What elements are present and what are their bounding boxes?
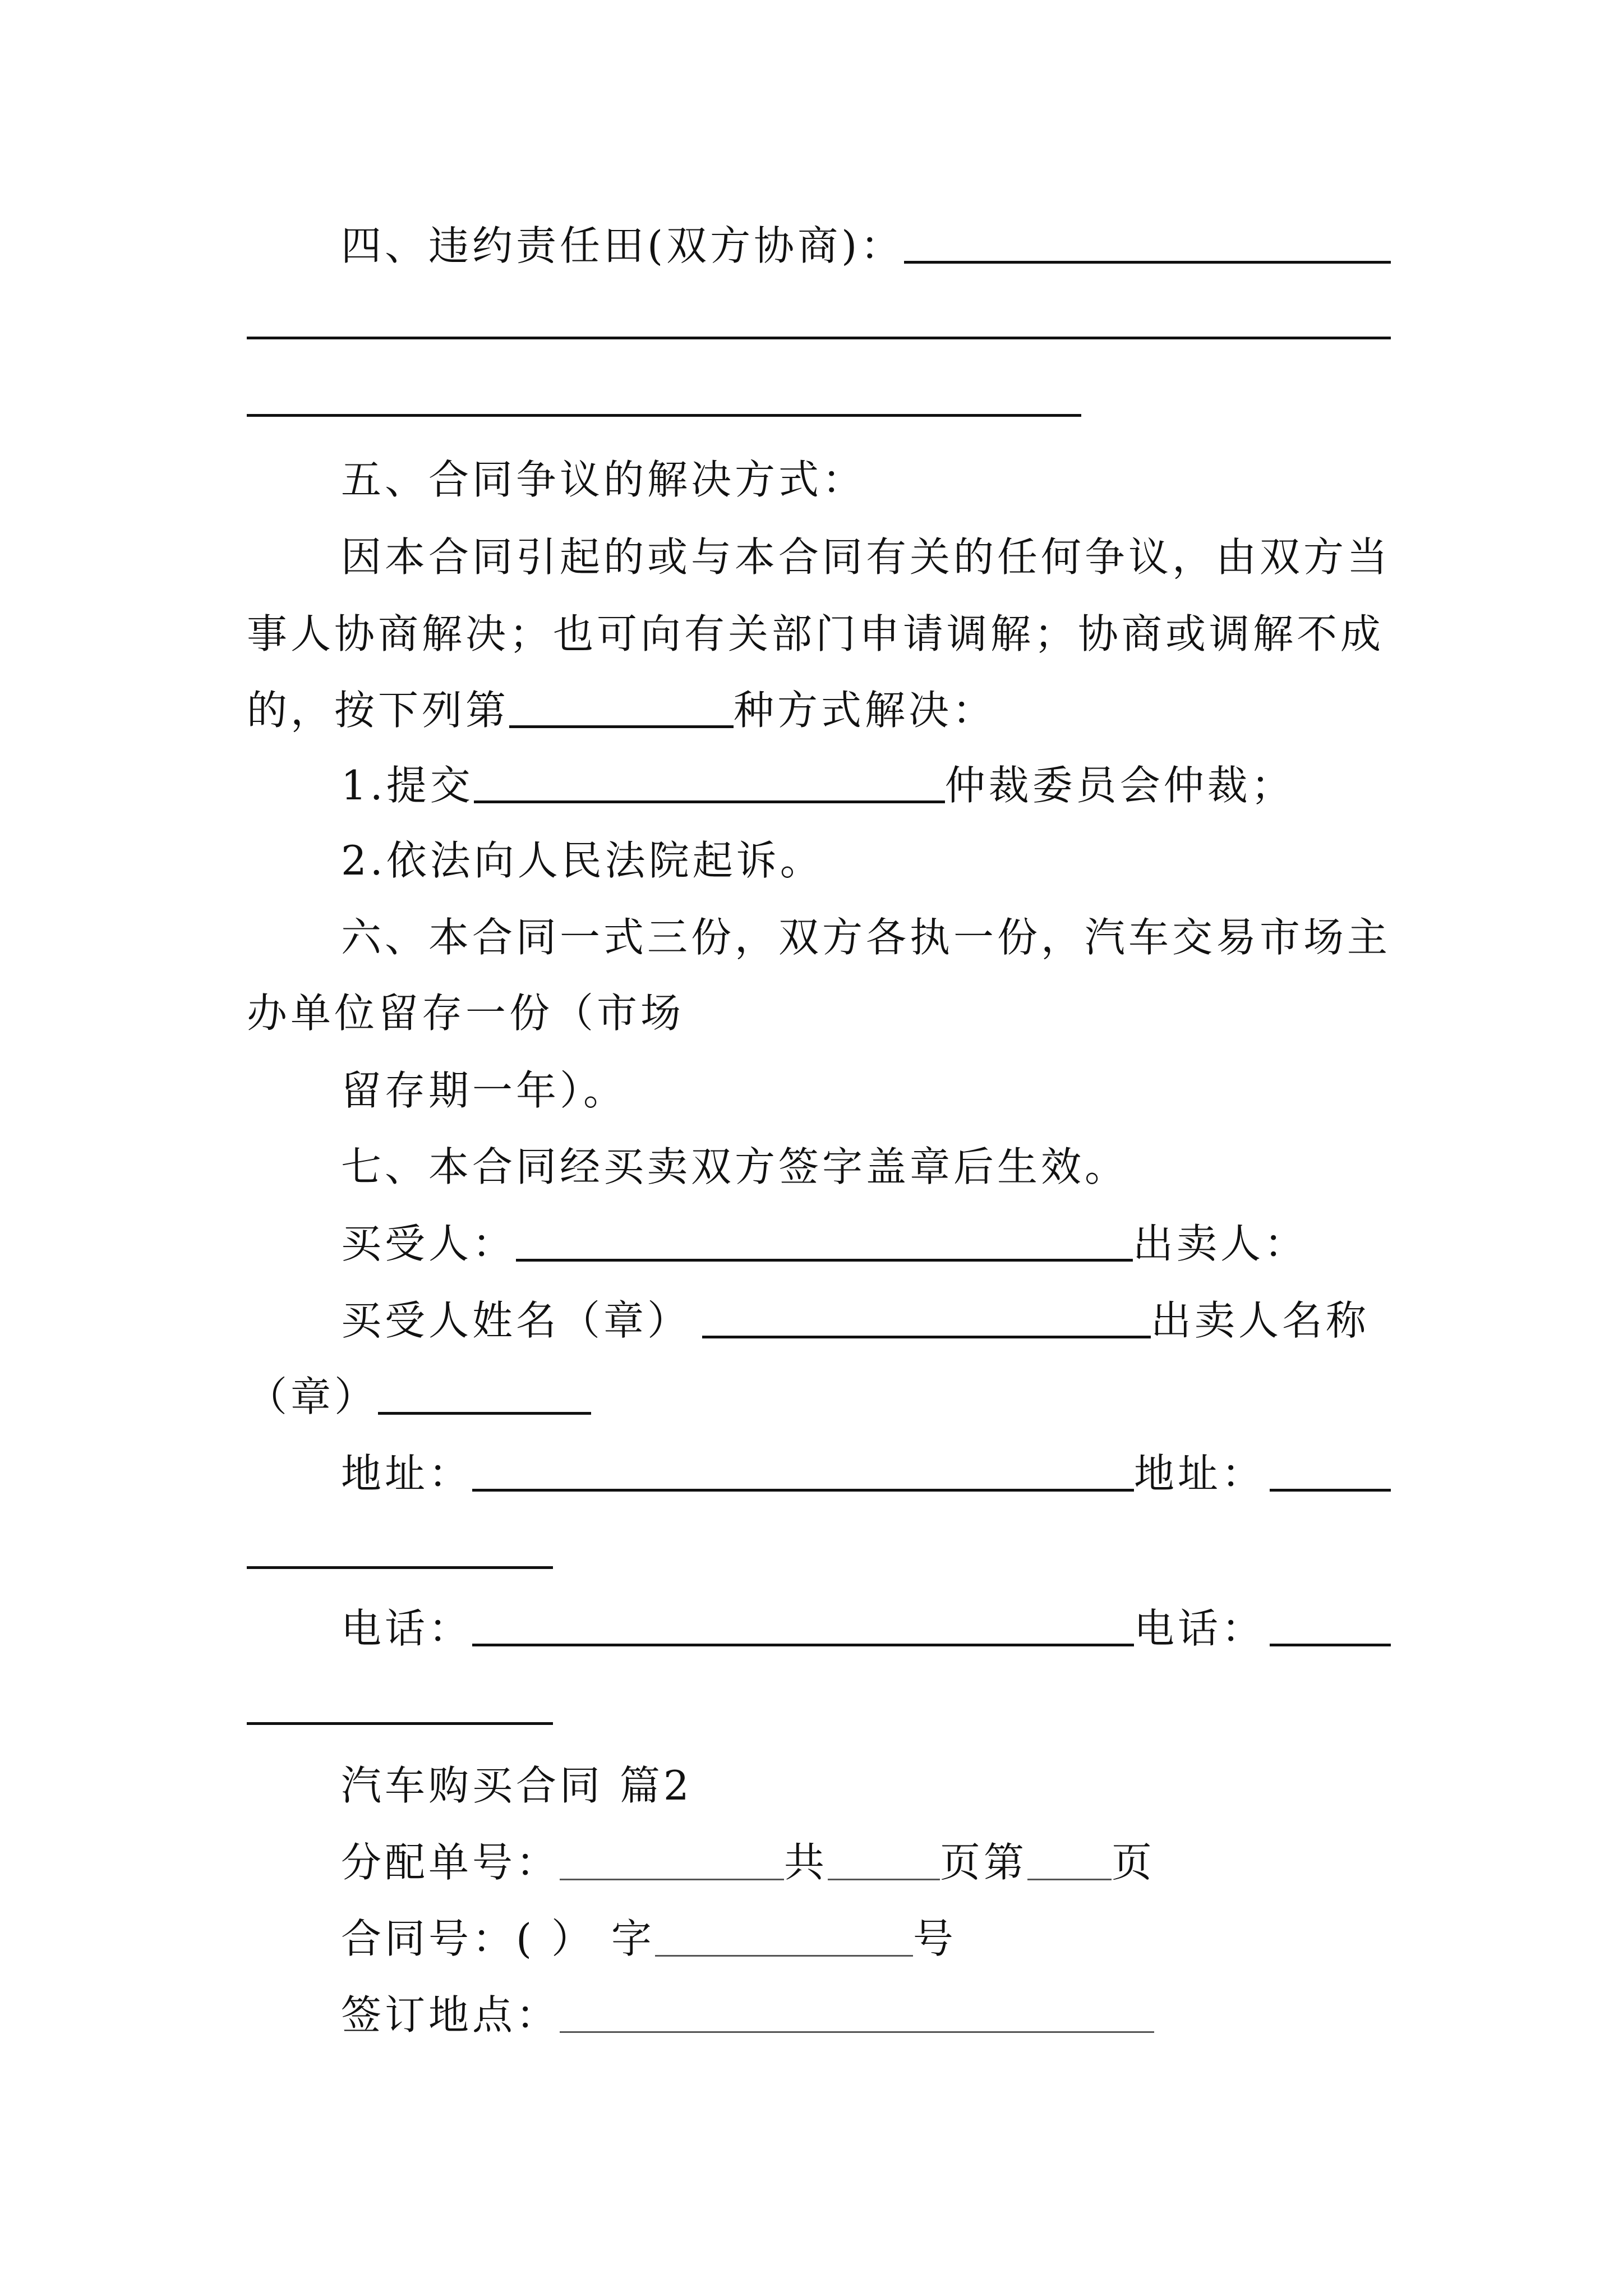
dispute-option-1-suffix: 仲裁委员会仲裁；	[944, 762, 1295, 809]
dispute-paragraph-line-1: 因本合同引起的或与本合同有关的任何争议，由双方当	[341, 533, 1391, 581]
arbitration-committee-blank[interactable]	[474, 761, 945, 803]
seller-name-blank[interactable]	[378, 1373, 591, 1415]
contract-number-label: 合同号：( ） 字	[341, 1915, 655, 1962]
seller-address-label: 地址：	[1134, 1450, 1266, 1497]
phone-line	[247, 1595, 1391, 1662]
dispute-option-1-prefix: 1.提交	[341, 762, 474, 809]
seller-address-blank-2[interactable]	[247, 1566, 553, 1569]
breach-clause-blank-2[interactable]	[247, 337, 1391, 339]
dispute-option-1	[247, 752, 1391, 819]
distribution-number-label: 分配单号：	[341, 1839, 560, 1886]
buyer-label: 买受人：	[341, 1220, 517, 1267]
breach-clause-line	[247, 212, 1391, 279]
seller-phone-blank[interactable]	[1270, 1604, 1391, 1646]
page-no-label: 页第	[940, 1839, 1028, 1886]
seller-seal-label: （章）	[247, 1373, 379, 1420]
buyer-name-label: 买受人姓名（章）	[341, 1297, 691, 1344]
total-pages-label: 共	[784, 1839, 828, 1886]
name-seal-line	[247, 1287, 1391, 1354]
seller-name-label: 出卖人名称	[1151, 1297, 1370, 1344]
dispute-method-suffix: 种方式解决：	[734, 687, 997, 734]
seller-phone-label: 电话：	[1134, 1605, 1266, 1652]
buyer-address-blank[interactable]	[472, 1450, 1134, 1492]
breach-clause-blank-3[interactable]	[247, 414, 1081, 417]
breach-clause-blank[interactable]	[904, 222, 1391, 264]
distribution-number-blank[interactable]	[560, 1839, 784, 1880]
contract-number-blank[interactable]	[655, 1916, 913, 1957]
effect-clause: 七、本合同经买卖双方签字盖章后生效。	[341, 1143, 1129, 1190]
dispute-paragraph-line-2: 事人协商解决；也可向有关部门申请调解；协商或调解不成	[247, 610, 1385, 657]
page-no-blank[interactable]	[1027, 1839, 1112, 1880]
dispute-heading: 五、合同争议的解决方式：	[341, 456, 866, 503]
part2-title: 汽车购买合同 篇2	[341, 1762, 693, 1809]
copies-clause-line-1: 六、本合同一式三份，双方各执一份，汽车交易市场主	[341, 914, 1391, 961]
copies-clause-line-2: 办单位留存一份（市场	[247, 990, 685, 1037]
buyer-address-label: 地址：	[341, 1450, 473, 1497]
seller-label: 出卖人：	[1133, 1220, 1308, 1267]
buyer-phone-blank[interactable]	[472, 1604, 1134, 1646]
seller-phone-blank-2[interactable]	[247, 1722, 553, 1725]
breach-clause-label: 四、违约责任田(双方协商)：	[341, 222, 905, 269]
address-line	[247, 1440, 1391, 1507]
total-pages-blank[interactable]	[828, 1839, 940, 1880]
buyer-name-blank[interactable]	[702, 1296, 1151, 1338]
signing-place-label: 签订地点：	[341, 1991, 560, 2039]
signing-place-line	[247, 1981, 1391, 2049]
dispute-option-2: 2.依法向人民法院起诉。	[341, 837, 824, 884]
buyer-blank[interactable]	[516, 1220, 1133, 1262]
page-suffix-label: 页	[1112, 1839, 1156, 1886]
dispute-method-number-blank[interactable]	[509, 686, 734, 728]
dispute-paragraph-line-3	[247, 677, 1391, 744]
seller-seal-line	[247, 1363, 1391, 1430]
copies-clause-line-3: 留存期一年）。	[341, 1067, 628, 1114]
distribution-number-line	[247, 1829, 1391, 1896]
seller-address-blank[interactable]	[1270, 1450, 1391, 1492]
signing-place-blank[interactable]	[560, 1992, 1154, 2033]
buyer-seller-line	[247, 1210, 1391, 1277]
contract-number-line	[247, 1905, 1391, 1972]
buyer-phone-label: 电话：	[341, 1605, 473, 1652]
dispute-method-prefix: 的，按下列第	[247, 687, 510, 734]
contract-number-suffix: 号	[912, 1915, 957, 1962]
